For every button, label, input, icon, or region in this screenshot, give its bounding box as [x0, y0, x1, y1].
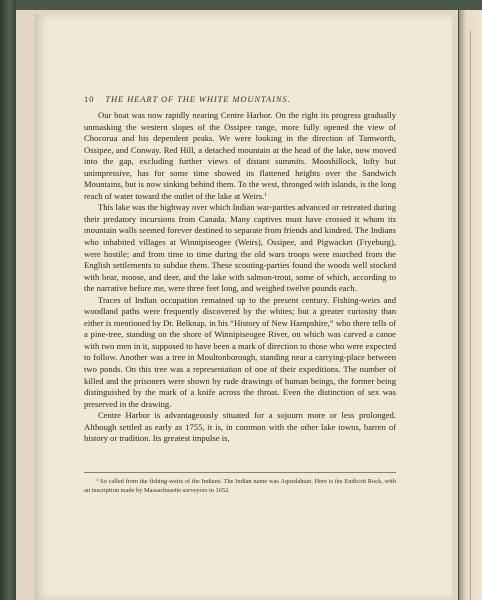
- body-text: [84, 110, 396, 445]
- paragraph: This lake was the highway over which Indian war-parties advanced or retreated during their predatory incursions from Canada. Many captives must have crossed it whom its mountain walls seemed forever destined to separate from friends and kindred. The Indians who inhabited villages at Winnipiseogee (Weirs), Ossipee, and Pigwacket (Fryeburg), were hostile; and from time to time during the old wars troops were marched from the English settlements to subdue them. These scouting-parties found the woods well stocked with bear, moose, and deer, and the lake with salmon-trout, some of which, according to the narrative before me, were three feet long, and weighed twelve pounds each.: [84, 202, 396, 294]
- footnote-marker: 1: [96, 477, 99, 482]
- facing-page-rule: [470, 30, 482, 600]
- paragraph: Traces of Indian occupation remained up to the present century. Fishing-weirs and woodland paths were frequently discovered by the whites; but a greater curiosity than either is mentioned by Dr. Belknap, in his “History of New Hampshire,” who there tells of a pine-tree, standing on the shore of Winnipiseogee River, on which was carved a canoe with two men in it, supposed to have been a mark of direction to those who were expected to follow. Another was a tree in Moultonborough, standing near a carrying-place between two ponds. On this tree was a representation of one of their expeditions. The number of killed and the prisoners were shown by rude drawings of human beings, the former being distinguished by the mark of a knife across the throat. Even the distinction of sex was preserved in the drawing.: [84, 294, 396, 409]
- footnote-divider: [84, 472, 396, 473]
- paragraph-text: Our boat was now rapidly nearing Centre Harbor. On the right its progress gradually unmasking the western slopes of the Ossipee range, more fully opened the view of Chocorua and his dependent peaks. We were looking in the direction of Tamworth, Ossipee, and Conway. Red Hill, a detached mountain at the head of the lake, now moved into the gap, excluding further views of distant summits. Mooshillock, lofty but unimpressive, has for some time showed its flattened heights over the Sandwich Mountains, but is now sinking behind them. To the west, thronged with islands, is the long reach of water toward the outlet of the lake at Weirs.: [84, 110, 396, 201]
- paragraph: Centre Harbor is advantageously situated for a sojourn more or less prolonged. Although settled as early as 1755, it is, in common with the other lake towns, barren of history or tradition. Its greatest impulse is,: [84, 410, 396, 444]
- footnote-paragraph: [84, 477, 396, 495]
- book-cover-spine: [0, 0, 16, 600]
- footnote-reference: 1: [264, 192, 267, 198]
- paragraph: [84, 110, 396, 202]
- page-number: 10: [84, 94, 95, 104]
- running-header: [84, 94, 404, 106]
- footnote-text: So called from the fishing-weirs of the Indians. The Indian name was Aquedahtan. Here is the Endicott Rock, with an inscription made by Massachusetts surveyors in 1652.: [84, 478, 396, 494]
- footnote: [84, 477, 396, 495]
- running-title: THE HEART OF THE WHITE MOUNTAINS.: [105, 94, 291, 104]
